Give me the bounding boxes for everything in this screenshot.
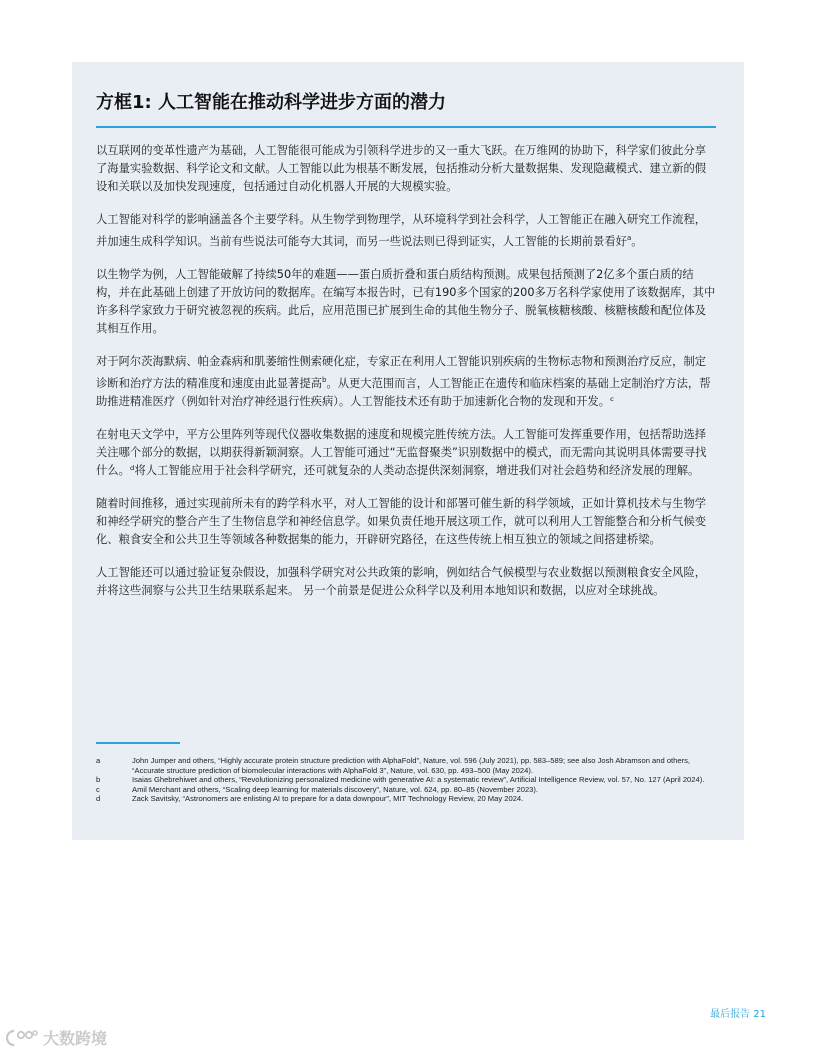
title-divider	[96, 126, 716, 128]
footnote-letter: d	[96, 794, 101, 804]
footnote-item	[96, 775, 716, 785]
watermark-logo-icon	[6, 1028, 40, 1048]
box-body	[96, 142, 716, 601]
footnotes	[96, 756, 716, 804]
body-paragraph: 在射电天文学中，平方公里阵列等现代仪器收集数据的速度和规模完胜传统方法。人工智能可发挥重要作用，包括帮助选择关注哪个部分的数据，以期获得新颖洞察。人工智能可通过“无监督聚类”识别数据中的模式，而无需向其说明具体需要寻找什么。ᵈ将人工智能应用于社会科学研究，还可就复杂的人类动态提供深刻洞察，增进我们对社会趋势和经济发展的理解。	[96, 427, 707, 478]
footnote-letter: c	[96, 784, 100, 794]
footnote-letter: b	[96, 775, 101, 785]
footnote-item	[96, 756, 716, 775]
body-paragraph: 随着时间推移，通过实现前所未有的跨学科水平，对人工智能的设计和部署可催生新的科学领域，正如计算机技术与生物学和神经学研究的整合产生了生物信息学和神经信息学。如果负责任地开展这项工作，就可以利用人工智能整合和分析气候变化、粮食安全和公共卫生等领域各种数据集的能力，开辟研究路径，在这些传统上相互独立的领域之间搭建桥梁。	[96, 497, 707, 547]
watermark-text: 大数跨境	[43, 1029, 108, 1048]
body-paragraph: 以互联网的变革性遗产为基础，人工智能很可能成为引领科学进步的又一重大飞跃。在万维网的协助下，科学家们彼此分享了海量实验数据、科学论文和文献。人工智能以此为根基不断发展，包括推动分析大量数据集、发现隐藏模式、建立新的假设和关联以及加快发现速度，包括通过自动化机器人开展的大规模实验。	[96, 144, 707, 194]
body-paragraph: 人工智能对科学的影响涵盖各个主要学科。从生物学到物理学，从环境科学到社会科学，人工智能正在融入研究工作流程，并加速生成科学知识。当前有些说法可能夸大其词，而另一些说法则已得到证实，人工智能的长期前景看好$^a$。	[96, 213, 707, 249]
footnote-letter: a	[96, 756, 101, 765]
footnote-item	[96, 794, 716, 804]
box-title: 方框1: 人工智能在推动科学进步方面的潜力	[96, 92, 446, 113]
footnote-divider	[96, 742, 180, 744]
body-paragraph: 对于阿尔茨海默病、帕金森病和肌萎缩性侧索硬化症，专家正在利用人工智能识别疾病的生物标志物和预测治疗反应，制定诊断和治疗方法的精准度和速度由此显著提高$^b$。从更大范围而言，人工智能正在遗传和临床档案的基础上定制治疗方法，帮助推进精准医疗（例如针对治疗神经退行性疾病）。人工智能技术还有助于加速新化合物的发现和开发。ᶜ	[96, 355, 711, 409]
watermark	[6, 1026, 107, 1049]
body-paragraph: 人工智能还可以通过验证复杂假设，加强科学研究对公共政策的影响，例如结合气候模型与农业数据以预测粮食安全风险，并将这些洞察与公共卫生结果联系起来。 另一个前景是促进公众科学以及利用本地知识和数据，以应对全球挑战。	[96, 566, 707, 598]
footnote-ref: b	[321, 376, 327, 385]
footnote-text: Isaias Ghebrehiwet and others, “Revolutionizing personalized medicine with generative AI: a systematic review”, Artificial Intelligence Review, vol. 57, No. 127 (April 2024).	[132, 775, 705, 785]
footnote-item	[96, 785, 716, 795]
body-paragraph: 以生物学为例，人工智能破解了持续50年的难题——蛋白质折叠和蛋白质结构预测。成果包括预测了2亿多个蛋白质的结构，并在此基础上创建了开放访问的数据库。在编写本报告时，已有190多个国家的200多万名科学家使用了该数据库，其中许多科学家致力于研究被忽视的疾病。此后，应用范围已扩展到生命的其他生物分子、脱氧核糖核酸、核糖核酸和配位体及其相互作用。	[96, 267, 716, 336]
info-box	[72, 62, 744, 840]
footnote-ref: a	[626, 234, 632, 243]
footnote-text: Amil Merchant and others, “Scaling deep learning for materials discovery”, Nature, vol. 624, pp. 80–85 (November 2023).	[132, 784, 539, 794]
page-footer	[710, 1005, 766, 1020]
page-number: 21	[753, 1009, 766, 1020]
footnote-text: Zack Savitsky, “Astronomers are enlisting AI to prepare for a data downpour”, MIT Technology Review, 20 May 2024.	[132, 794, 524, 804]
footnote-text: John Jumper and others, “Highly accurate protein structure prediction with AlphaFold”, Nature, vol. 596 (July 2021), pp. 583–589; see also Josh Abramson and others, “Accurate structure prediction of biomolecular interactions with AlphaFold 3”, Nature, vol. 630, pp. 493–500 (May 2024).	[132, 756, 691, 775]
footer-label: 最后报告	[710, 1009, 751, 1020]
